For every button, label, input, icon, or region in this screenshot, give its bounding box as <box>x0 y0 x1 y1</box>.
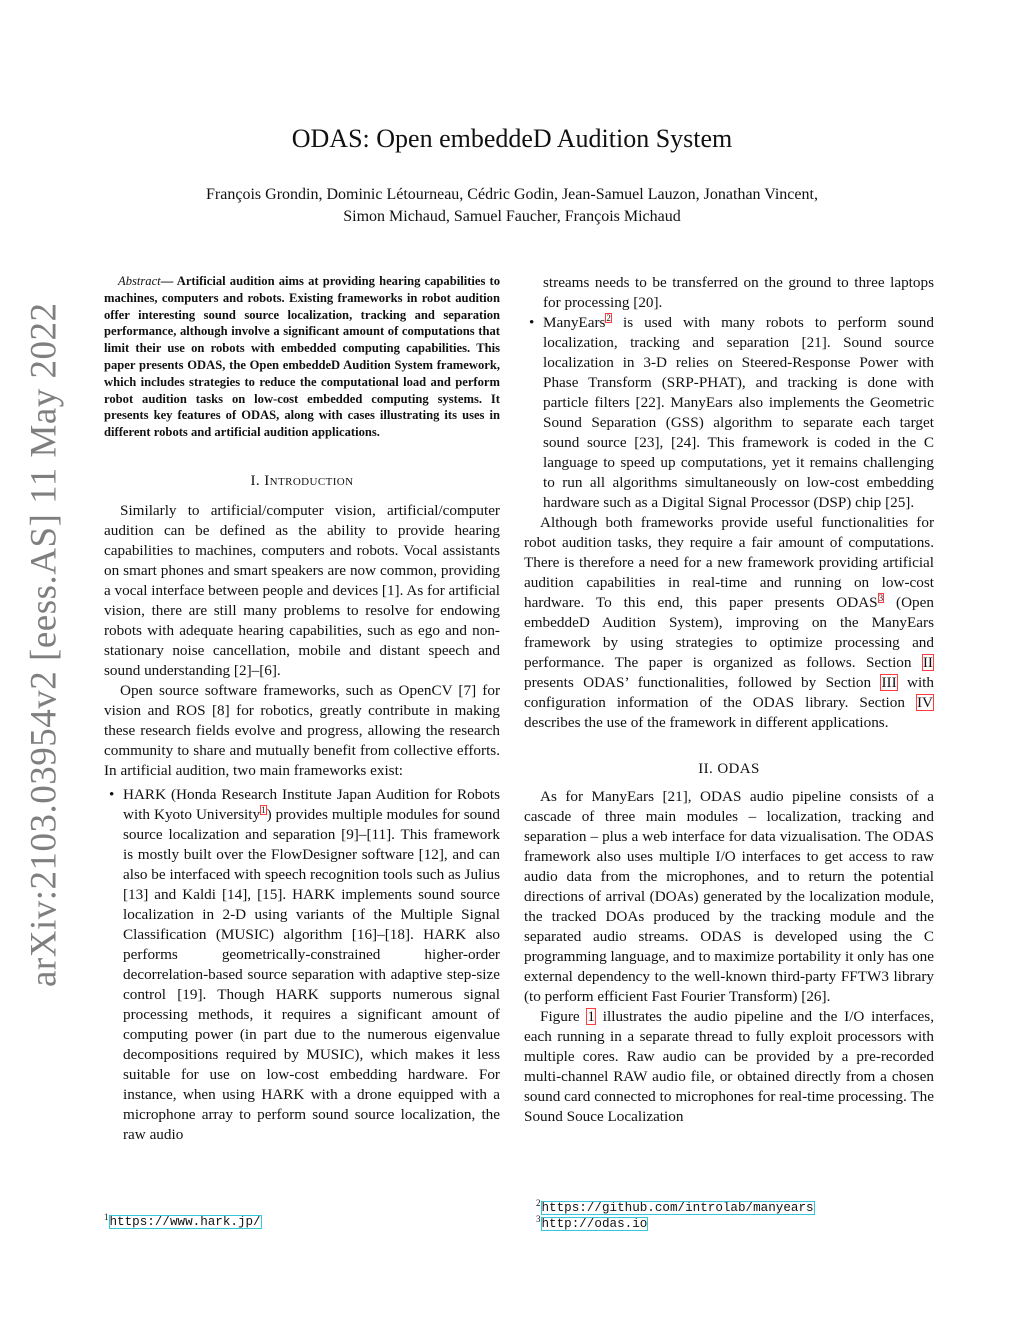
footnote-3 <box>536 1216 648 1233</box>
footnote-1 <box>104 1214 262 1231</box>
hark-text-end: ) provides multiple modules for sound source localization and separation [9]–[11]. This framework is mostly built over the FlowDesigner software [12], and can also be interfaced with speech recognition tools such as Julius [13] and Kaldi [14], [15]. HARK implements sound source localization in 2-D using variants of the Multiple Signal Classification (MUSIC) algorithm [16]–[18]. HARK also performs geometrically-constrained higher-order decorrelation-based source separation with adaptive step-size control [19]. Though HARK supports numerous signal processing methods, it requires a significant amount of computing power (in part due to the numerous eigenvalue decompositions required by MUSIC), which makes it less suitable for use on low-cost embedding hardware. For instance, when using HARK with a drone equipped with a microphone array to perform sound source localization, the raw audio <box>123 805 500 1143</box>
right-column <box>524 273 934 1127</box>
arxiv-identifier: arXiv:2103.03954v2 [eess.AS] 11 May 2022 <box>23 302 65 988</box>
footnote-number: 3 <box>536 1214 541 1225</box>
odas-paragraph-1: As for ManyEars [21], ODAS audio pipeline consists of a cascade of three main modules – localization, tracking and separation – plus a web interface for data vizualisation. The ODAS framework also uses multiple I/O interfaces to get access to raw audio data from the microphones, and to return the potential directions of arrival (DOAs) generated by the localization module, the tracked DOAs produced by the tracking module and the separated audio streams. ODAS is developed using the C programming language, and to maximize portability it only has one external dependency to the well-known third-party FFTW3 library (to perform efficient Fast Fourier Transform) [26]. <box>524 788 934 1005</box>
footnote-ref-1[interactable]: 1 <box>261 804 266 815</box>
para3-text-b: (Open embeddeD Audition System), improving on the ManyEars framework by using strategies to optimize processing and performance. The paper is organized as follows. Section <box>524 594 934 671</box>
figure-ref-1[interactable]: 1 <box>587 1008 596 1025</box>
section-title: Introduction <box>264 472 354 489</box>
framework-list-continued <box>524 273 934 513</box>
framework-list <box>104 785 500 1145</box>
footnote-link-manyears[interactable]: https://github.com/introlab/manyears <box>541 1201 814 1215</box>
abstract-label: Abstract <box>118 274 161 288</box>
odas-p2-text-b: illustrates the audio pipeline and the I/O interfaces, each running in a separate thread to fully exploit processors with multiple cores. Raw audio can be provided by a pre-recorded multi-channel RAW audio file, or obtained directly from a chosen sound card connected to microphones for real-time processing. The Sound Souce Localization <box>524 1008 934 1125</box>
left-column <box>104 273 500 1145</box>
manyears-text-start: ManyEars <box>543 314 606 331</box>
list-item-hark <box>123 785 500 1145</box>
section-heading-odas: II. ODAS <box>698 761 760 777</box>
abstract-text: — Artificial audition aims at providing hearing capabilities to machines, computers and robots. Existing frameworks in robot audition offer interesting sound source localization, tracking and separation performance, although involve a significant amount of computations that limit their use on robots with embedded computing capabilities. This paper presents ODAS, the Open embeddeD Audition System framework, which includes strategies to reduce the computational load and perform robot audition tasks on low-cost embedded computing systems. It presents key features of ODAS, along with cases illustrating its uses in different robots and artificial audition applications. <box>104 274 500 440</box>
footnote-link-hark[interactable]: https://www.hark.jp/ <box>109 1215 261 1229</box>
authors-line-2: Simon Michaud, Samuel Faucher, François Michaud <box>343 208 681 225</box>
footnote-link-odas[interactable]: http://odas.io <box>541 1217 648 1231</box>
intro-paragraph-2: Open source software frameworks, such as OpenCV [7] for vision and ROS [8] for robotics, greatly contribute in making these research fields evolve and progress, allowing the research community to share and mutually benefit from collective efforts. In artificial audition, two main frameworks exist: <box>104 681 500 779</box>
odas-paragraph-2 <box>524 1007 934 1127</box>
footnote-2 <box>536 1200 815 1217</box>
section-number: I. <box>250 472 265 489</box>
footnote-number: 1 <box>104 1212 109 1223</box>
list-item-hark-continued <box>543 273 934 313</box>
para3-text-e: describes the use of the framework in different applications. <box>524 714 889 731</box>
hark-text-start: HARK (Honda Research Institute Japan Audition for Robots with Kyoto University <box>123 785 500 823</box>
author-list <box>130 184 894 228</box>
para3-text-d: with configuration information of the ODAS library. Section <box>524 674 934 711</box>
footnote-number: 2 <box>536 1198 541 1209</box>
manyears-text-end: is used with many robots to perform sound localization, tracking and separation [21]. Sound source localization in 3-D relies on Steered-Response Power with Phase Transform (SRP-PHAT), and tracking is done with particle filters [22]. ManyEars also implements the Geometric Sound Separation (GSS) algorithm to separate each target sound source [23], [24]. This framework is coded in the C language to speed up computations, yet it remains challenging to run all algorithms simultaneously on low-cost embedding hardware such as a Digital Signal Processor (DSP) chip [25]. <box>543 314 934 511</box>
hark-continued-text: streams needs to be transferred on the ground to three laptops for processing [20]. <box>543 274 934 311</box>
odas-p2-text-a: Figure <box>540 1008 587 1025</box>
list-item-manyears <box>543 313 934 513</box>
para3-text-c: presents ODAS’ functionalities, followed by Section <box>524 674 881 691</box>
footnote-ref-3[interactable]: 3 <box>878 592 884 603</box>
abstract <box>104 273 500 441</box>
intro-paragraph-1: Similarly to artificial/computer vision, artificial/computer audition can be defined as the ability to provide hearing capabilities to machines, computers and robots. Vocal assistants on smart phones and smart speakers are now common, providing a vocal interface between people and devices [1]. As for artificial vision, there are still many problems to resolve for endowing robots with adequate hearing capabilities, such as ego and non-stationary noise cancellation, mobile and distant speech and sound understanding [2]–[6]. <box>104 501 500 679</box>
para3-text-a: Although both frameworks provide useful functionalities for robot audition tasks, they require a fair amount of computations. There is therefore a need for a new framework providing artificial audition capabilities in real-time and running on low-cost hardware. To this end, this paper presents ODAS <box>524 514 934 611</box>
section-ref-iii[interactable]: III <box>881 674 897 691</box>
section-ref-ii[interactable]: II <box>922 654 933 671</box>
paper-title: ODAS: Open embeddeD Audition System <box>291 124 733 153</box>
section-ref-iv[interactable]: IV <box>916 694 933 711</box>
footnote-ref-2[interactable]: 2 <box>606 312 611 323</box>
intro-paragraph-3 <box>524 513 934 733</box>
authors-line-1: François Grondin, Dominic Létourneau, Cédric Godin, Jean-Samuel Lauzon, Jonathan Vincent, <box>206 186 818 203</box>
section-heading-introduction <box>104 471 500 491</box>
